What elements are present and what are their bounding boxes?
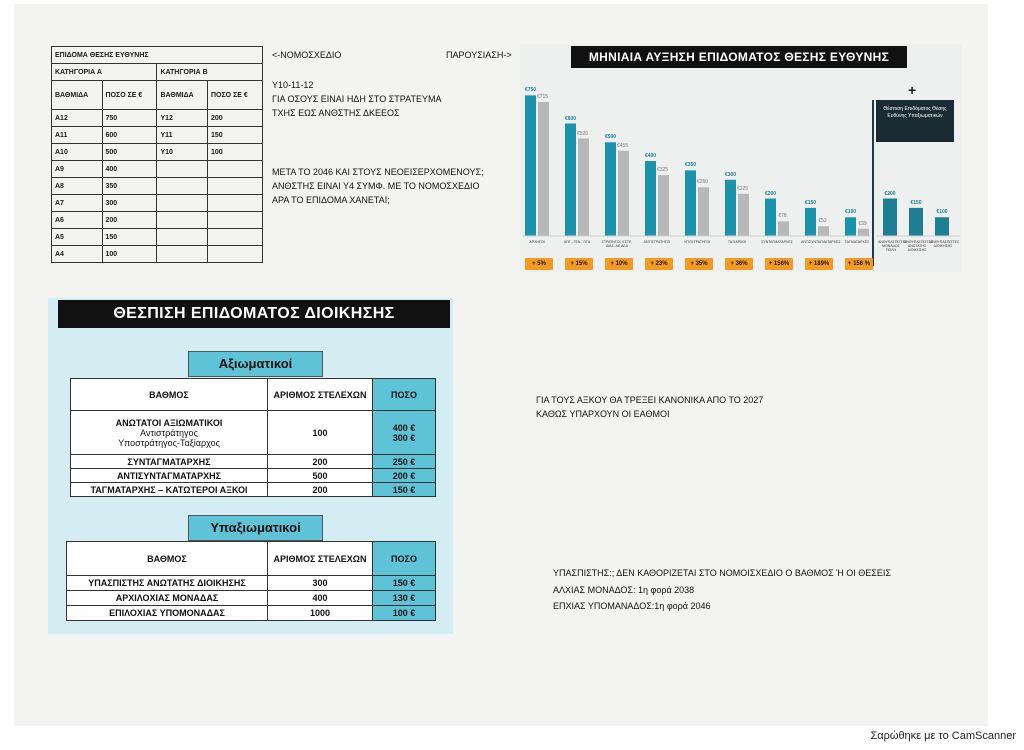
bar-value-label: €750	[524, 87, 537, 94]
officers-count-header: ΑΡΙΘΜΟΣ ΣΤΕΛΕΧΩΝ	[268, 379, 373, 411]
amount-b-cell	[207, 212, 262, 229]
bar-value-label: €150	[910, 199, 922, 206]
bar-value-label: €100	[844, 209, 857, 216]
increase-badge: + 189%	[805, 258, 833, 270]
table-row	[52, 195, 263, 212]
grade-b-cell	[157, 161, 208, 178]
amount-a-cell: 300	[102, 195, 157, 212]
officers-amount-header: ΠΟΣΟ	[373, 379, 436, 411]
increase-badge: + 10%	[605, 258, 633, 270]
category-b-header: ΚΑΤΗΓΟΡΙΑ Β	[157, 64, 263, 81]
grade-b-cell	[157, 229, 208, 246]
bar-previous	[858, 229, 869, 236]
amount-a-cell: 750	[102, 110, 157, 127]
amount-b-cell: 100	[207, 144, 262, 161]
table-row	[52, 229, 263, 246]
bar-previous	[618, 151, 629, 236]
bar-value-label: €400	[644, 153, 657, 159]
grade-a-cell: Α7	[52, 195, 103, 212]
bar-value-label: €455	[616, 142, 629, 149]
table-row	[67, 576, 436, 591]
x-tick-label: ΣΥΝΤΑΓΜΑΤΑΡΧΕΣ	[761, 240, 793, 244]
bar-nco	[909, 208, 923, 236]
grade-a-cell: Α4	[52, 246, 103, 263]
nco-count-cell: 300	[268, 576, 373, 591]
note-6: ΑΡΑ ΤΟ ΕΠΙΔΟΜΑ ΧΑΝΕΤΑΙ;	[272, 195, 390, 205]
grade-a-cell: Α9	[52, 161, 103, 178]
admin-panel-title: ΘΕΣΠΙΣΗ ΕΠΙΔΟΜΑΤΟΣ ΔΙΟΙΚΗΣΗΣ	[58, 300, 450, 328]
nco-count-cell: 400	[268, 591, 373, 606]
grade-a-header: ΒΑΘΜΙΔΑ	[52, 81, 103, 110]
nco-allowance-box: Θέσπιση Επιδόματος Θέσης Ευθύνης Υπαξιωματικών	[876, 100, 954, 142]
nco-amount-cell: 130 €	[373, 591, 436, 606]
chart-svg	[520, 44, 962, 272]
bar-previous	[778, 221, 789, 236]
bar-previous	[818, 226, 829, 236]
nco-grade-header: ΒΑΘΜΟΣ	[67, 542, 268, 576]
x-tick-label: ΣΤΡΑΤΗΓΟΙ, ΕΣΤΕ, ΑΙΑΣ, ΑΕ ΑΕΔ	[601, 240, 633, 248]
note-2: ΓΙΑ ΟΣΟΥΣ ΕΙΝΑΙ ΗΔΗ ΣΤΟ ΣΤΡΑΤΕΥΜΑ	[272, 94, 442, 104]
increase-badge: + 156%	[765, 258, 793, 270]
grade-b-cell	[157, 195, 208, 212]
officers-table	[70, 378, 436, 497]
x-tick-label: ΑΝΤΙΣΥΝΤΑΓΜΑΤΑΡΧΕΣ	[801, 240, 841, 244]
bar-value-label: €52	[818, 218, 827, 225]
bar-value-label: €300	[724, 171, 737, 178]
bar-value-label: €350	[684, 162, 697, 169]
officer-grade-cell: ΣΥΝΤΑΓΜΑΤΑΡΧΗΣ	[71, 455, 268, 469]
nco-amount-cell: 100 €	[373, 606, 436, 621]
top-officers-label: ΑΝΩΤΑΤΟΙ ΑΞΙΩΜΑΤΙΚΟΙ	[115, 417, 223, 428]
x-tick-label: ΥΠΟΣΤΡΑΤΗΓΟΙ	[683, 240, 711, 244]
note-4: ΜΕΤΑ ΤΟ 2046 ΚΑΙ ΣΤΟΥΣ ΝΕΟΕΙΣΕΡΧΟΜΕΝΟΥΣ;	[272, 167, 484, 177]
amount-a-cell: 200	[102, 212, 157, 229]
amount-a-cell: 400	[102, 161, 157, 178]
bar-value-label: €260	[696, 179, 709, 186]
amount-b-cell	[207, 195, 262, 212]
maj-general-label: Υποστράτηγος-Ταξίαρχος	[118, 437, 220, 448]
nco-table	[66, 541, 436, 621]
bar-current	[605, 142, 616, 236]
amount-b-cell: 200	[207, 110, 262, 127]
increase-badge: + 23%	[645, 258, 673, 270]
bar-value-label: €600	[564, 115, 577, 122]
officer-amount-cell: 150 €	[373, 483, 436, 497]
officers-subtitle: Αξιωματικοί	[188, 351, 323, 377]
nco-grade-cell: ΕΠΙΛΟΧΙΑΣ ΥΠΟΜΟΝΑΔΑΣ	[67, 606, 268, 621]
grade-b-cell: Υ12	[157, 110, 208, 127]
table-row	[71, 455, 436, 469]
officer-count-cell: 500	[268, 469, 373, 483]
amount-a-cell: 600	[102, 127, 157, 144]
chart-title: ΜΗΝΙΑΙΑ ΑΥΞΗΣΗ ΕΠΙΔΟΜΑΤΟΣ ΘΕΣΗΣ ΕΥΘΥΝΗΣ	[571, 46, 907, 68]
note-1: Υ10-11-12	[272, 80, 314, 90]
amount-a-cell: 150	[102, 229, 157, 246]
presentation-link[interactable]: ΠΑΡΟΥΣΙΑΣΗ->	[446, 50, 512, 60]
table-row	[67, 606, 436, 621]
officer-grade-cell: ΑΝΤΙΣΥΝΤΑΓΜΑΤΑΡΧΗΣ	[71, 469, 268, 483]
amount-a-cell: 350	[102, 178, 157, 195]
bar-value-label: €78	[778, 213, 787, 220]
increase-badge: + 5%	[525, 258, 553, 270]
table-row	[67, 591, 436, 606]
nco-grade-cell: ΑΡΧΙΛΟΧΙΑΣ ΜΟΝΑΔΑΣ	[67, 591, 268, 606]
amount-b-cell: 150	[207, 127, 262, 144]
increase-badge: + 36%	[725, 258, 753, 270]
bar-value-label: €520	[576, 130, 589, 137]
plus-icon: +	[908, 82, 917, 98]
table-row	[52, 110, 263, 127]
grade-a-cell: Α5	[52, 229, 103, 246]
officer-amount-cell: 250 €	[373, 455, 436, 469]
nco-amount-cell: 150 €	[373, 576, 436, 591]
amount-a-cell: 100	[102, 246, 157, 263]
allowance-table	[51, 46, 263, 263]
table-row	[52, 144, 263, 161]
bar-value-label: €715	[536, 93, 549, 100]
bar-value-label: €500	[604, 134, 617, 141]
table-row	[52, 127, 263, 144]
lt-general-amount: 400 €	[392, 422, 416, 433]
amount-b-header: ΠΟΣΟ ΣΕ €	[207, 81, 262, 110]
amount-b-cell	[207, 229, 262, 246]
bar-value-label: €225	[736, 185, 749, 192]
officer-count-cell: 200	[268, 455, 373, 469]
table-row	[52, 161, 263, 178]
note-8: ΚΑΘΩΣ ΥΠΑΡΧΟΥΝ ΟΙ ΕΑΘΜΟΙ	[536, 409, 670, 419]
increase-badge: + 35%	[685, 258, 713, 270]
grade-b-cell	[157, 178, 208, 195]
category-a-header: ΚΑΤΗΓΟΡΙΑ Α	[52, 64, 157, 81]
table-row	[71, 469, 436, 483]
table-row-top-officers	[71, 411, 268, 455]
grade-b-cell	[157, 212, 208, 229]
x-tick-label: ΑΝΘΥΠΑΣΠΙΣΤΕΣ ΔΙΟΙΚΗΣΗΣ	[930, 240, 960, 248]
x-tick-label: ΑΝΘΥΠΑΣΠΙΣΤΕΣ ΑΝΩΤΑΤΗΣ ΔΙΟΙΚΗΣΗΣ	[904, 240, 934, 252]
grade-b-cell	[157, 246, 208, 263]
grade-a-cell: Α12	[52, 110, 103, 127]
scanner-footer: Σαρώθηκε με το CamScanner	[870, 730, 1016, 742]
draft-law-link[interactable]: <-ΝΟΜΟΣΧΕΔΙΟ	[272, 50, 342, 60]
bar-value-label: €200	[884, 190, 896, 197]
bar-nco	[883, 199, 897, 237]
grade-b-cell: Υ11	[157, 127, 208, 144]
x-tick-label: ΤΑΓΜΑΤΑΡΧΕΣ	[844, 240, 870, 244]
allowance-table-title: ΕΠΙΔΟΜΑ ΘΕΣΗΣ ΕΥΘΥΝΗΣ	[52, 47, 263, 64]
x-tick-label: ΑΓΕ - ΓΕΝ - ΓΕΑ	[563, 240, 591, 244]
nco-grade-cell: ΥΠΑΣΠΙΣΤΗΣ ΑΝΩΤΑΤΗΣ ΔΙΟΙΚΗΣΗΣ	[67, 576, 268, 591]
amount-a-header: ΠΟΣΟ ΣΕ €	[102, 81, 157, 110]
note-5: ΑΝΘΣΤΗΣ ΕΙΝΑΙ Υ4 ΣΥΜΦ. ΜΕ ΤΟ ΝΟΜΟΣΧΕΔΙΟ	[272, 181, 480, 191]
bar-value-label: €325	[656, 167, 669, 174]
x-tick-label: ΤΑΞΙΑΡΧΟΙ	[727, 240, 747, 244]
increase-badge: + 15%	[565, 258, 593, 270]
bar-value-label: €200	[764, 190, 777, 197]
table-row	[52, 178, 263, 195]
grade-a-cell: Α6	[52, 212, 103, 229]
officer-count-cell: 200	[268, 483, 373, 497]
officer-amount-cell: 200 €	[373, 469, 436, 483]
note-3: ΤΧΗΣ ΕΩΣ ΑΝΘΣΤΗΣ ΔΚΕΕΟΣ	[272, 108, 400, 118]
bar-previous	[538, 102, 549, 236]
maj-general-amount: 300 €	[392, 432, 416, 443]
officer-grade-cell: ΤΑΓΜΑΤΑΡΧΗΣ – ΚΑΤΩΤΕΡΟΙ ΑΞΚΟΙ	[71, 483, 268, 497]
x-tick-label: ΑΝΘΥΠΑΣΠΙΣΤΕΣ ΜΟΝΑΔΟΣ ΠΟΛΗ	[878, 240, 908, 252]
amount-b-cell	[207, 178, 262, 195]
lt-general-label: Αντιστράτηγος	[140, 427, 198, 438]
bar-value-label: €39	[858, 220, 867, 227]
bar-value-label: €100	[936, 209, 948, 216]
amount-b-cell	[207, 246, 262, 263]
table-row	[71, 483, 436, 497]
bar-nco	[935, 217, 949, 236]
nco-count-cell: 1000	[268, 606, 373, 621]
top-officers-count: 100	[268, 411, 373, 455]
officers-grade-header: ΒΑΘΜΟΣ	[71, 379, 268, 411]
x-tick-label: ΑΝΤΙΣΤΡΑΤΗΓΟΙ	[643, 240, 671, 244]
bar-previous	[658, 175, 669, 236]
top-officers-amount	[373, 411, 436, 455]
bar-value-label: €150	[804, 199, 817, 206]
nco-subtitle: Υπαξιωματικοί	[188, 515, 323, 541]
amount-a-cell: 500	[102, 144, 157, 161]
amount-b-cell	[207, 161, 262, 178]
note-7: ΓΙΑ ΤΟΥΣ ΑΞΚΟΥ ΘΑ ΤΡΕΞΕΙ ΚΑΝΟΝΙΚΑ ΑΠΟ ΤΟ 2027	[536, 395, 764, 405]
note-9: ΥΠΑΣΠΙΣΤΗΣ:; ΔΕΝ ΚΑΘΟΡΙΖΕΤΑΙ ΣΤΟ ΝΟΜΟΙΣΧΕΔΙΟ Ο ΒΑΘΜΟΣ Ή ΟΙ ΘΕΣΕΙΣ	[553, 568, 891, 578]
bar-current	[565, 124, 576, 237]
grade-b-header: ΒΑΘΜΙΔΑ	[157, 81, 208, 110]
bar-current	[525, 95, 536, 236]
grade-a-cell: Α11	[52, 127, 103, 144]
bar-previous	[698, 187, 709, 236]
bar-previous	[738, 194, 749, 236]
note-11: ΕΠΧΙΑΣ ΥΠΟΜΑΝΑΔΟΣ:1η φορά 2046	[553, 601, 711, 611]
grade-a-cell: Α10	[52, 144, 103, 161]
grade-a-cell: Α8	[52, 178, 103, 195]
table-row	[52, 246, 263, 263]
x-tick-label: ΑΡΧΗΓΟΙ	[529, 240, 545, 244]
increase-badge: + 156 %	[845, 258, 873, 270]
grade-b-cell: Υ10	[157, 144, 208, 161]
allowance-increase-chart	[520, 44, 962, 272]
bar-previous	[578, 139, 589, 237]
nco-count-header: ΑΡΙΘΜΟΣ ΣΤΕΛΕΧΩΝ	[268, 542, 373, 576]
nco-amount-header: ΠΟΣΟ	[373, 542, 436, 576]
table-row	[52, 212, 263, 229]
note-10: ΑΛΧΙΑΣ ΜΟΝΑΔΟΣ: 1η φορά 2038	[553, 585, 695, 595]
